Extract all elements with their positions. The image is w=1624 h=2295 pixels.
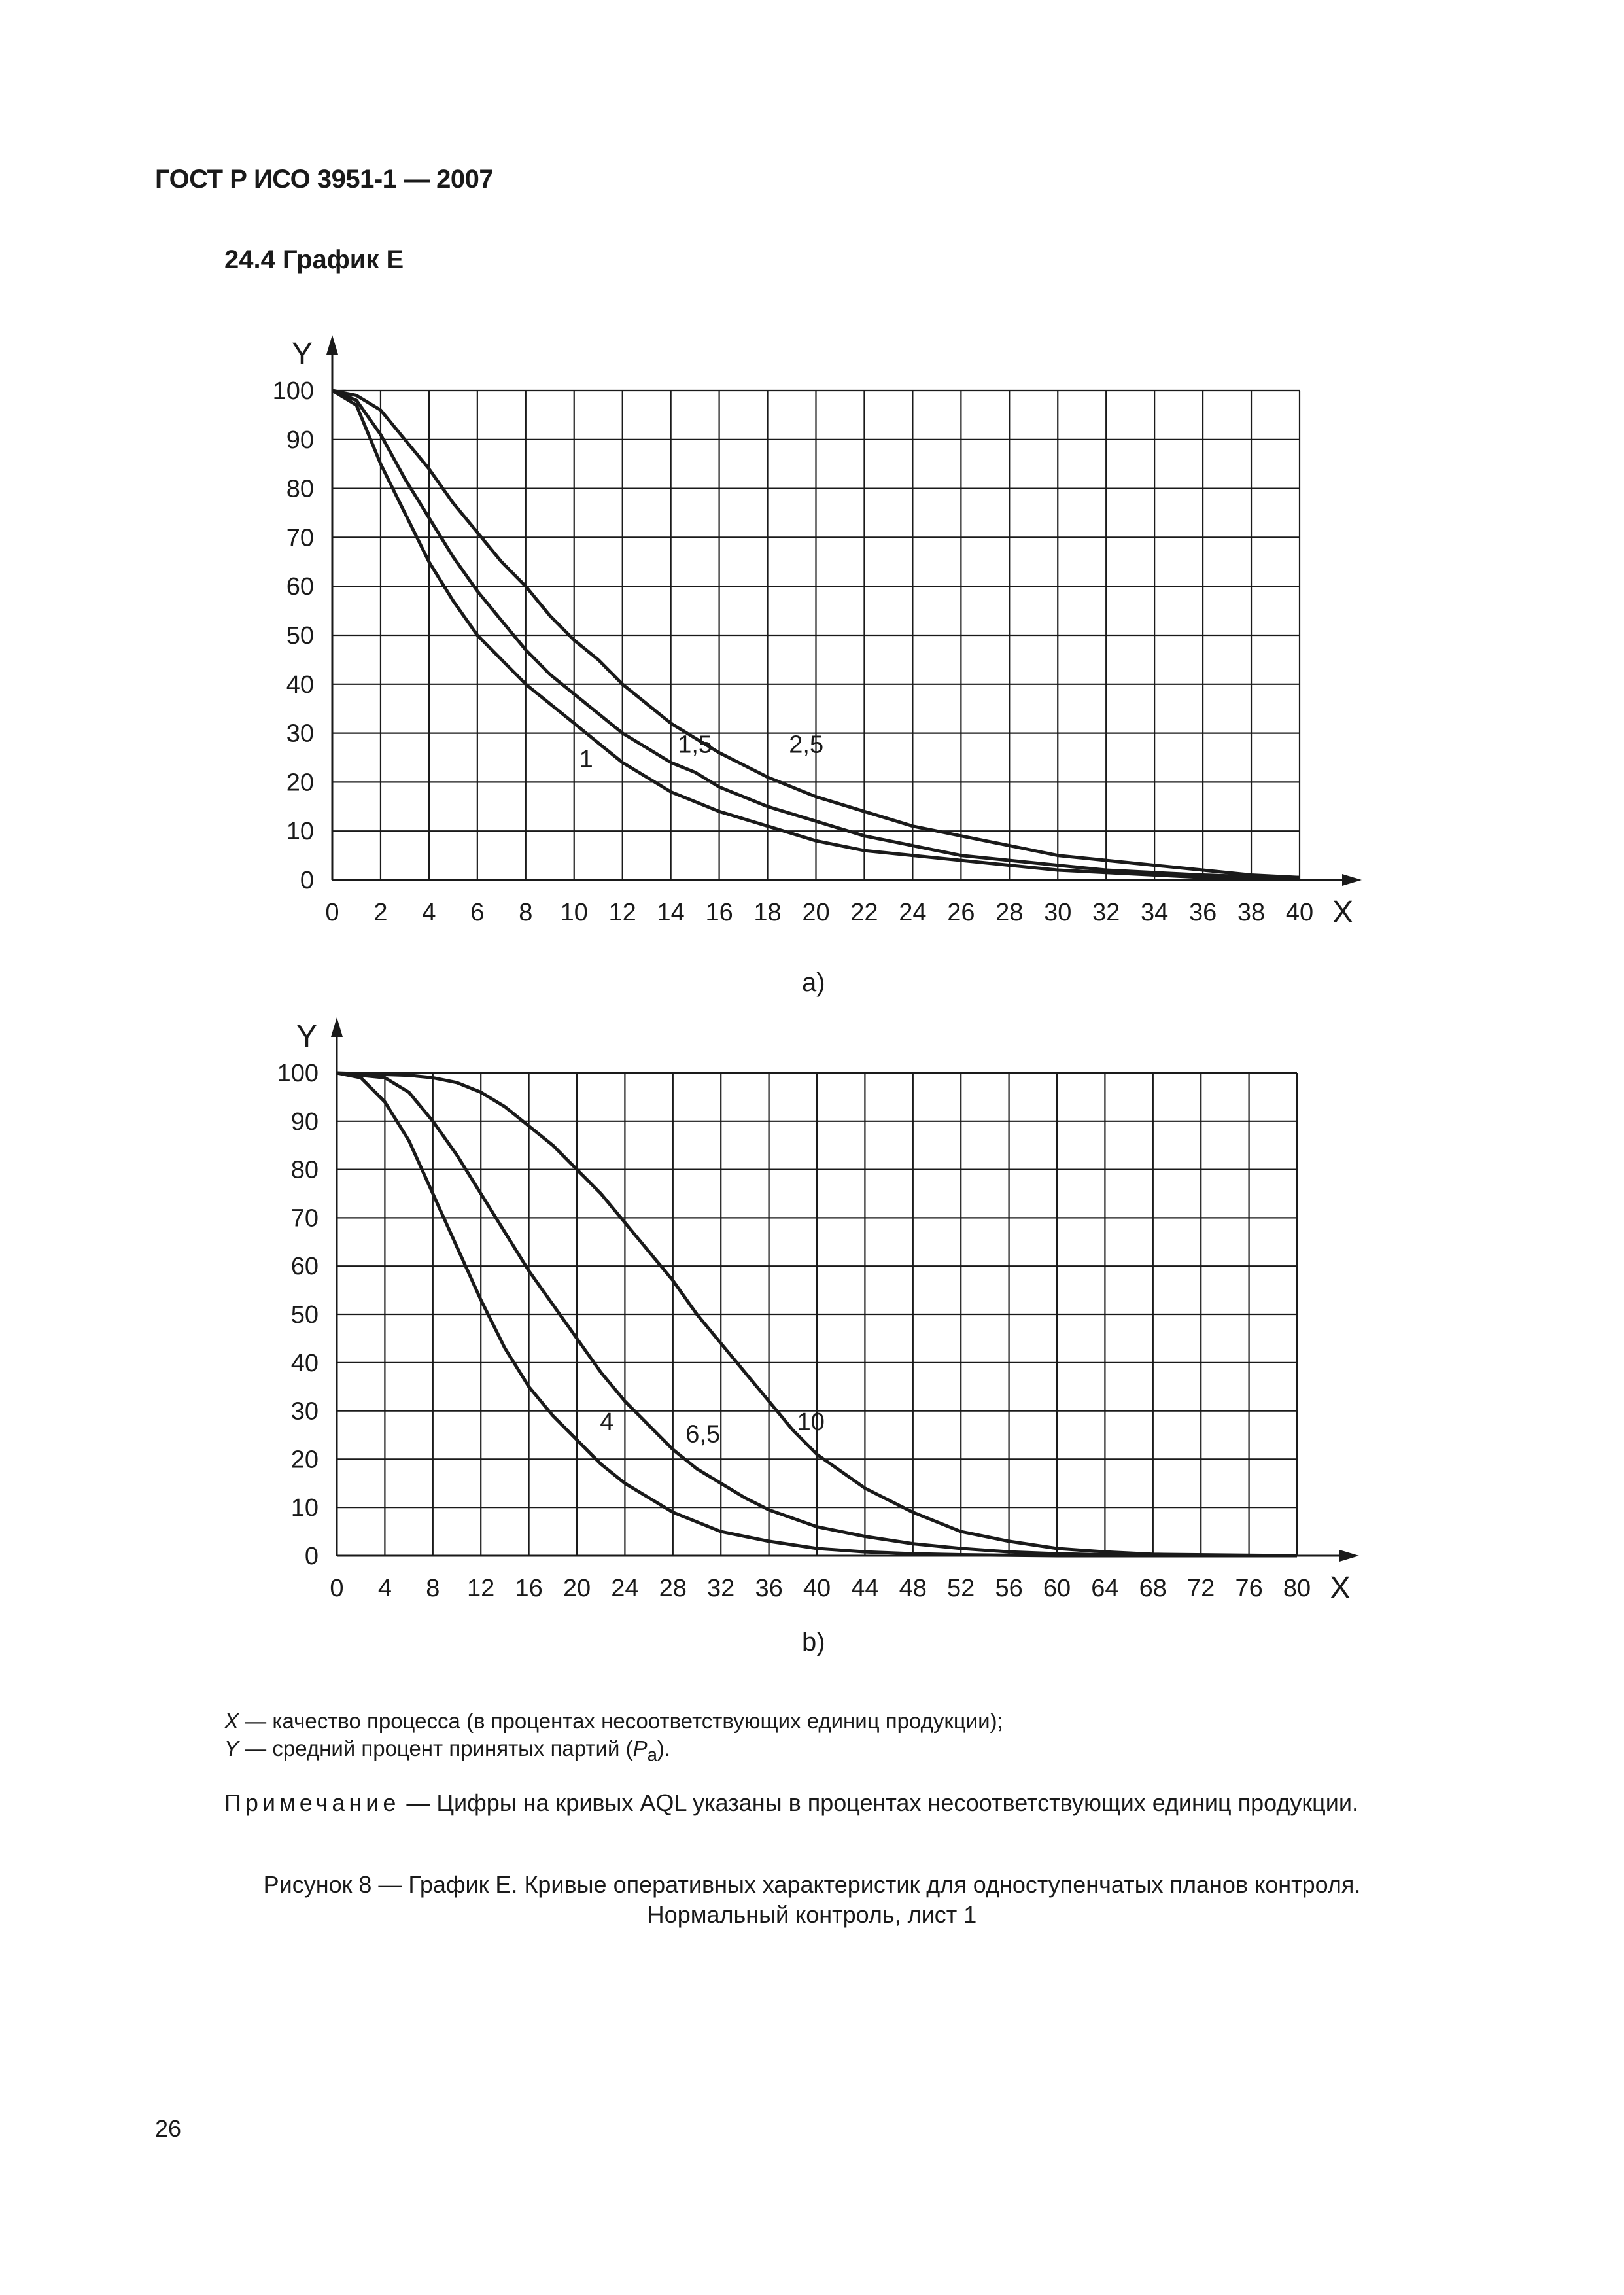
x-tick-label: 38 <box>1237 899 1266 926</box>
y-tick-label: 50 <box>290 1301 319 1329</box>
legend-x-symbol: X <box>224 1709 239 1733</box>
y-tick-label: 30 <box>286 720 314 748</box>
y-tick-label: 0 <box>304 1543 319 1570</box>
x-tick-label: 32 <box>707 1575 735 1602</box>
x-tick-label: 6 <box>470 899 485 926</box>
legend-y-text: — средний процент принятых партий ( <box>239 1736 633 1761</box>
chart-b-grid <box>337 1073 1297 1556</box>
series-label-2,5: 2,5 <box>789 731 824 759</box>
x-tick-label: 44 <box>851 1575 879 1602</box>
y-tick-label: 80 <box>290 1156 319 1184</box>
x-tick-label: 12 <box>608 899 636 926</box>
x-tick-label: 64 <box>1091 1575 1119 1602</box>
section-title: 24.4 График E <box>224 245 404 274</box>
x-tick-label: 12 <box>467 1575 495 1602</box>
y-tick-label: 60 <box>286 573 314 601</box>
x-tick-label: 20 <box>562 1575 591 1602</box>
x-tick-label: 4 <box>377 1575 392 1602</box>
x-tick-label: 48 <box>899 1575 927 1602</box>
x-tick-label: 34 <box>1141 899 1169 926</box>
y-tick-label: 0 <box>300 867 314 894</box>
x-axis-label: X <box>1330 1571 1351 1605</box>
x-tick-label: 14 <box>657 899 685 926</box>
legend-y-row <box>224 1735 1003 1769</box>
x-tick-label: 28 <box>659 1575 687 1602</box>
y-tick-label: 90 <box>286 426 314 454</box>
x-tick-label: 24 <box>611 1575 639 1602</box>
note-word: Примечание <box>224 1789 400 1816</box>
x-tick-label: 60 <box>1043 1575 1071 1602</box>
figure-caption <box>0 1870 1624 1930</box>
x-axis-arrow <box>1339 1550 1359 1562</box>
x-tick-label: 8 <box>426 1575 440 1602</box>
note <box>224 1789 1358 1817</box>
caption-line-2: Нормальный контроль, лист 1 <box>647 1901 977 1928</box>
x-tick-label: 36 <box>755 1575 783 1602</box>
x-tick-label: 0 <box>330 1575 344 1602</box>
x-tick-label: 24 <box>899 899 927 926</box>
x-tick-label: 26 <box>947 899 975 926</box>
x-tick-label: 80 <box>1283 1575 1311 1602</box>
x-tick-label: 4 <box>422 899 436 926</box>
y-tick-label: 100 <box>272 377 314 405</box>
chart-b-sublabel: b) <box>802 1628 825 1656</box>
x-tick-label: 8 <box>519 899 533 926</box>
x-tick-label: 72 <box>1187 1575 1215 1602</box>
legend-pa-subscript: a <box>647 1744 657 1765</box>
legend-y-end: ). <box>657 1736 671 1761</box>
legend-x-row <box>224 1708 1003 1735</box>
x-tick-label: 22 <box>850 899 878 926</box>
y-tick-label: 50 <box>286 622 314 650</box>
series-label-6,5: 6,5 <box>685 1420 721 1448</box>
x-tick-label: 56 <box>995 1575 1023 1602</box>
x-tick-label: 20 <box>802 899 830 926</box>
y-tick-label: 70 <box>290 1204 319 1233</box>
x-tick-label: 2 <box>373 899 388 926</box>
x-tick-label: 16 <box>705 899 733 926</box>
caption-line-1: Рисунок 8 — График E. Кривые оперативных характеристик для одноступенчатых планов контроля. <box>263 1871 1361 1898</box>
series-label-4: 4 <box>600 1409 614 1437</box>
y-tick-label: 20 <box>286 769 314 797</box>
x-tick-label: 52 <box>947 1575 975 1602</box>
y-tick-label: 40 <box>286 671 314 699</box>
x-tick-label: 76 <box>1235 1575 1263 1602</box>
y-tick-label: 10 <box>290 1494 319 1522</box>
x-tick-label: 0 <box>325 899 339 926</box>
y-tick-label: 90 <box>290 1108 319 1136</box>
y-tick-label: 20 <box>290 1446 319 1474</box>
chart-a-sublabel: a) <box>802 968 825 997</box>
y-tick-label: 80 <box>286 475 314 503</box>
y-tick-label: 10 <box>286 818 314 846</box>
document-header: ГОСТ Р ИСО 3951-1 — 2007 <box>155 165 494 194</box>
series-label-1,5: 1,5 <box>678 731 713 759</box>
x-tick-label: 28 <box>995 899 1024 926</box>
x-tick-label: 16 <box>515 1575 543 1602</box>
y-tick-label: 60 <box>290 1253 319 1281</box>
x-tick-label: 10 <box>560 899 588 926</box>
legend-x-text: — качество процесса (в процентах несоответствующих единиц продукции); <box>239 1709 1003 1733</box>
y-axis-label: Y <box>296 1019 318 1054</box>
y-tick-label: 30 <box>290 1397 319 1426</box>
series-label-1: 1 <box>579 745 593 773</box>
y-tick-label: 100 <box>277 1060 319 1087</box>
y-tick-label: 70 <box>286 524 314 552</box>
page-number: 26 <box>155 2115 182 2142</box>
legend-y-symbol: Y <box>224 1736 239 1761</box>
y-axis-arrow <box>331 1017 343 1037</box>
note-text: — Цифры на кривых AQL указаны в процентах несоответствующих единиц продукции. <box>400 1789 1358 1816</box>
x-tick-label: 32 <box>1092 899 1120 926</box>
x-tick-label: 36 <box>1188 899 1217 926</box>
y-axis-label: Y <box>292 337 313 372</box>
x-tick-label: 68 <box>1139 1575 1167 1602</box>
x-tick-label: 40 <box>803 1575 831 1602</box>
x-tick-label: 40 <box>1285 899 1314 926</box>
x-tick-label: 18 <box>753 899 782 926</box>
axis-legend <box>224 1708 1003 1769</box>
y-tick-label: 40 <box>290 1349 319 1377</box>
x-axis-label: X <box>1332 895 1354 930</box>
legend-pa-symbol: P <box>632 1736 648 1761</box>
series-label-10: 10 <box>797 1409 825 1437</box>
x-tick-label: 30 <box>1044 899 1072 926</box>
